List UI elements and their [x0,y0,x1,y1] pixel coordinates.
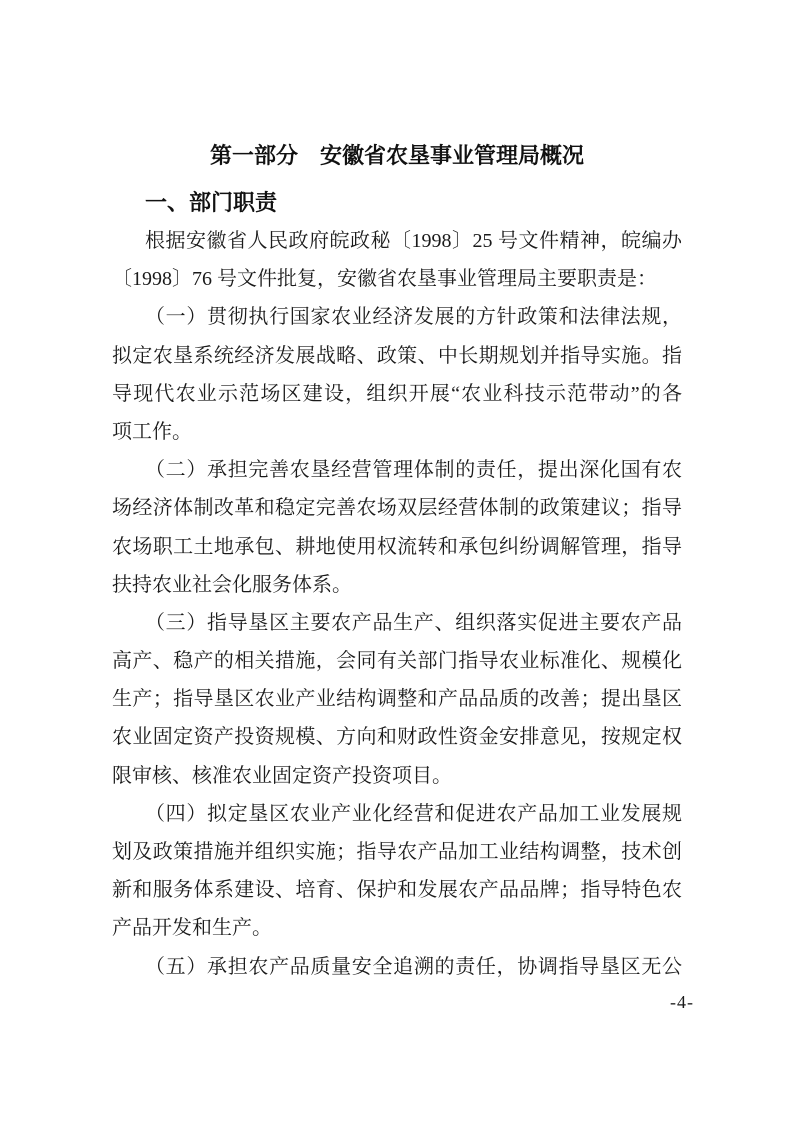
body-line: 农业固定资产投资规模、方向和财政性资金安排意见，按规定权 [112,726,682,749]
body-line: 高产、稳产的相关措施，会同有关部门指导农业标准化、规模化 [112,650,682,673]
page-number: -4- [670,992,694,1012]
body-line: 〔1998〕76 号文件批复，安徽省农垦事业管理局主要职责是： [112,268,657,291]
body-line: （三）指导垦区主要农产品生产、组织落实促进主要农产品 [145,611,682,634]
section-heading: 一、部门职责 [145,190,278,215]
body-line: 生产；指导垦区农业产业结构调整和产品品质的改善；提出垦区 [112,688,682,711]
body-line: 导现代农业示范场区建设，组织开展“农业科技示范带动”的各 [112,382,682,405]
body-line: 项工作。 [112,420,192,443]
body-line: 划及政策措施并组织实施；指导农产品加工业结构调整，技术创 [112,841,682,863]
body-line: 限审核、核准农业固定资产投资项目。 [112,764,452,787]
body-line: （四）拟定垦区农业产业化经营和促进农产品加工业发展规 [145,802,682,825]
body-line: 产品开发和生产。 [112,917,272,940]
paragraph [112,948,682,986]
paragraph [112,222,682,298]
body-line: （五）承担农产品质量安全追溯的责任，协调指导垦区无公 [145,955,682,978]
paragraph [112,604,682,795]
body-line: 拟定农垦系统经济发展战略、政策、中长期规划并指导实施。指 [112,344,682,367]
document-body [112,222,682,986]
body-line: 场经济体制改革和稳定完善农场双层经营体制的政策建议；指导 [112,497,682,520]
paragraph [112,451,682,604]
paragraph [112,795,682,948]
body-line: 新和服务体系建设、培育、保护和发展农产品品牌；指导特色农 [112,879,682,902]
body-line: 农场职工土地承包、耕地使用权流转和承包纠纷调解管理，指导 [112,535,682,558]
body-line: （一）贯彻执行国家农业经济发展的方针政策和法律法规， [145,306,682,329]
document-title: 第一部分 安徽省农垦事业管理局概况 [209,143,584,168]
body-line: 根据安徽省人民政府皖政秘〔1998〕25 号文件精神，皖编办 [145,230,682,252]
body-line: 扶持农业社会化服务体系。 [112,573,352,596]
body-line: （二）承担完善农垦经营管理体制的责任，提出深化国有农 [145,459,682,482]
paragraph [112,298,682,451]
